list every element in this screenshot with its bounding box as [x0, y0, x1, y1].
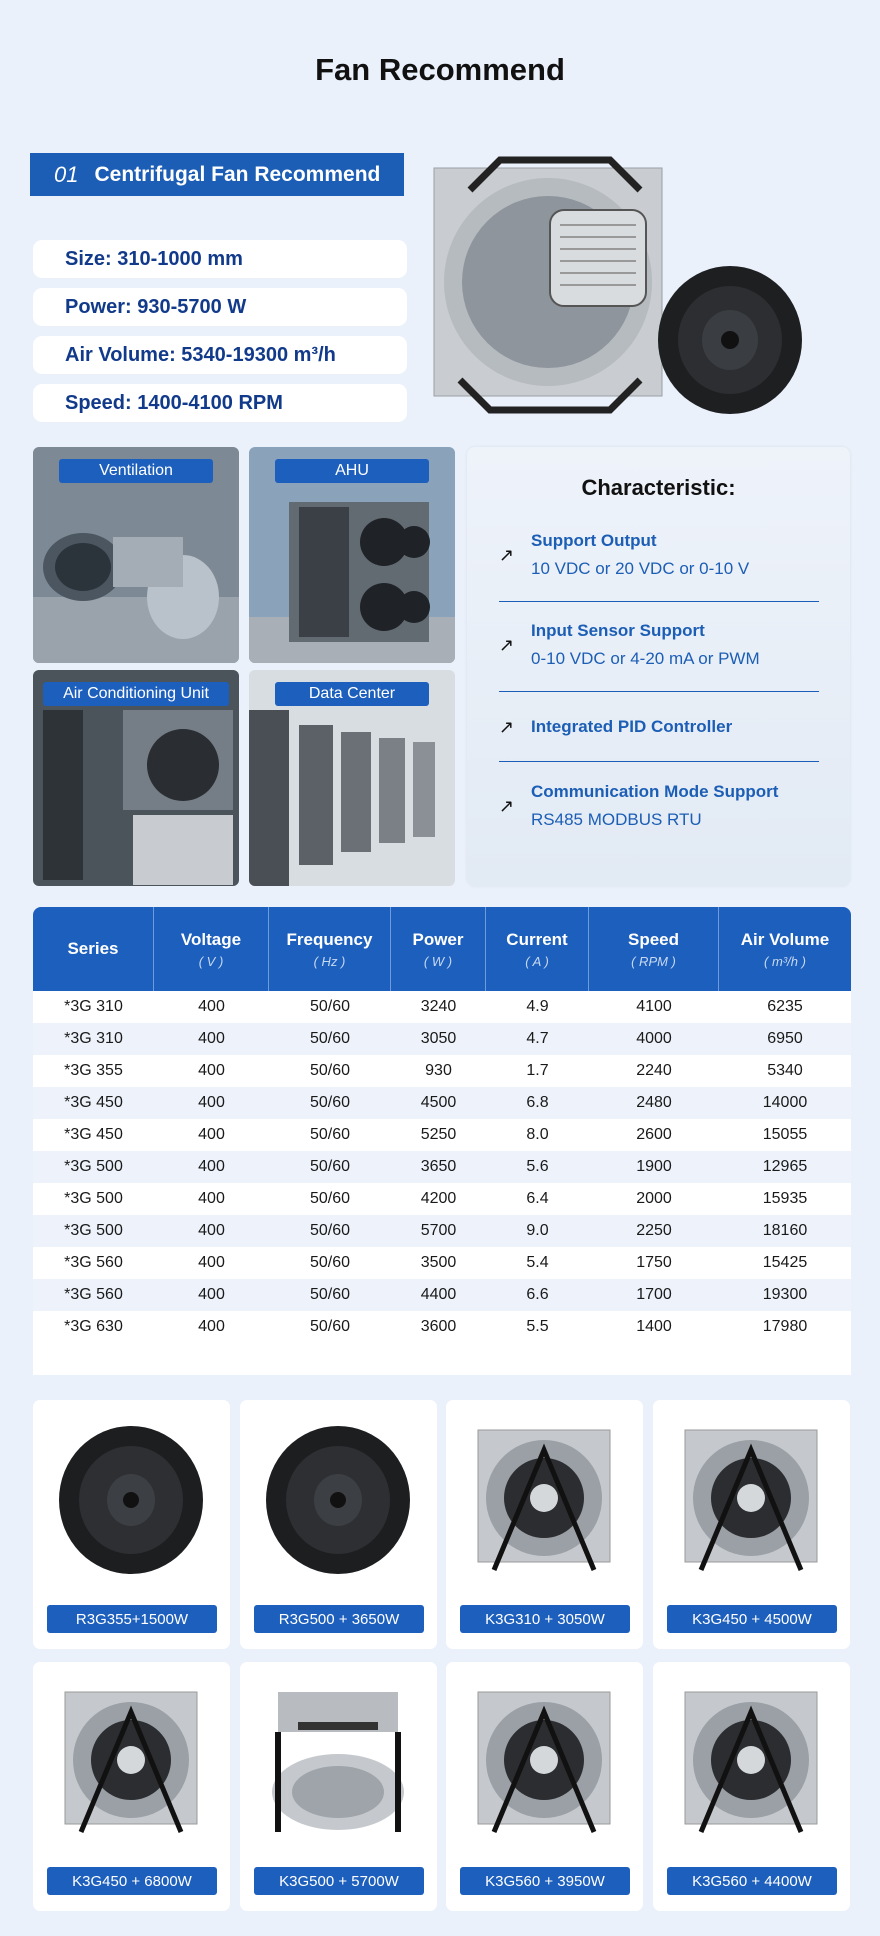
product-card[interactable] [446, 1662, 643, 1911]
characteristic-item-title: Support Output [531, 531, 657, 550]
table-cell: *3G 310 [64, 998, 123, 1015]
app-label-ventilation: Ventilation [59, 459, 213, 483]
app-label-data-center: Data Center [275, 682, 429, 706]
table-cell: 15935 [762, 1190, 808, 1207]
spec-table [33, 907, 851, 1375]
table-cell: 400 [198, 1094, 225, 1111]
table-cell: 2240 [636, 1062, 672, 1079]
table-cell: *3G 630 [64, 1318, 123, 1335]
table-cell: 400 [198, 1190, 225, 1207]
table-row [33, 1215, 851, 1247]
table-cell: 17980 [762, 1318, 808, 1335]
table-cell: 50/60 [309, 1094, 351, 1111]
table-cell: *3G 560 [64, 1286, 123, 1303]
column-header [33, 907, 154, 991]
divider [499, 761, 819, 762]
table-cell: 9.0 [526, 1222, 549, 1239]
table-cell: 6.8 [526, 1094, 549, 1111]
characteristic-item [499, 782, 819, 842]
table-cell: 6.4 [526, 1190, 549, 1207]
table-cell: 2000 [636, 1190, 672, 1207]
table-cell: 5250 [420, 1126, 457, 1143]
spec-size: Size: 310-1000 mm [33, 240, 407, 278]
app-card-ahu [249, 447, 455, 663]
column-header [486, 907, 589, 991]
table-cell: 400 [198, 1318, 225, 1335]
product-label: K3G310 + 3050W [460, 1605, 630, 1633]
product-label: K3G560 + 4400W [667, 1867, 837, 1895]
table-cell: 50/60 [309, 1158, 351, 1175]
column-header-name: Current [506, 929, 568, 949]
table-cell: 6950 [767, 1030, 803, 1047]
spec-speed: Speed: 1400-4100 RPM [33, 384, 407, 422]
table-row [33, 1279, 851, 1311]
table-cell: 400 [198, 1062, 225, 1079]
characteristic-item-title: Input Sensor Support [531, 621, 705, 640]
characteristic-panel [467, 447, 850, 886]
table-cell: *3G 450 [64, 1094, 123, 1111]
table-cell: 50/60 [309, 1190, 351, 1207]
characteristic-item [499, 717, 819, 747]
table-cell: 15425 [762, 1254, 808, 1271]
product-card[interactable] [33, 1400, 230, 1649]
product-label: R3G500 + 3650W [254, 1605, 424, 1633]
section-number: 01 [54, 161, 79, 187]
column-header [589, 907, 719, 991]
column-header-name: Air Volume [740, 929, 830, 949]
product-label: K3G450 + 4500W [667, 1605, 837, 1633]
table-cell: 4.9 [526, 998, 549, 1015]
table-cell: *3G 560 [64, 1254, 123, 1271]
app-label-ahu: AHU [275, 459, 429, 483]
column-header-name: Frequency [286, 929, 373, 949]
table-cell: 2480 [636, 1094, 672, 1111]
table-cell: 2600 [636, 1126, 672, 1143]
table-cell: 19300 [762, 1286, 808, 1303]
table-cell: 1750 [636, 1254, 672, 1271]
table-cell: 5340 [767, 1062, 803, 1079]
product-label: K3G560 + 3950W [460, 1867, 630, 1895]
table-cell: *3G 310 [64, 1030, 123, 1047]
column-header-name: Speed [627, 929, 680, 949]
table-cell: 14000 [762, 1094, 808, 1111]
characteristic-item-title: Communication Mode Support [531, 782, 779, 801]
column-header [719, 907, 851, 991]
table-cell: *3G 500 [64, 1190, 123, 1207]
column-header [154, 907, 269, 991]
column-header-unit: ( m³/h ) [764, 953, 806, 969]
table-cell: 4200 [420, 1190, 457, 1207]
table-cell: 1900 [636, 1158, 672, 1175]
product-label: R3G355+1500W [47, 1605, 217, 1633]
plate-fan-icon [464, 1420, 624, 1580]
characteristic-item [499, 531, 819, 591]
frame-fan-icon [258, 1682, 418, 1842]
table-cell: 4400 [420, 1286, 457, 1303]
table-row [33, 991, 851, 1023]
table-cell: 2250 [636, 1222, 672, 1239]
section-title: Centrifugal Fan Recommend [94, 162, 381, 186]
column-header-unit: ( Hz ) [313, 953, 346, 969]
table-row [33, 1087, 851, 1119]
table-cell: 3500 [420, 1254, 457, 1271]
hero-fan-image [430, 150, 810, 440]
table-cell: 400 [198, 1254, 225, 1271]
product-card[interactable] [653, 1662, 850, 1911]
characteristic-item-detail: 0-10 VDC or 4-20 mA or PWM [531, 649, 760, 668]
table-cell: 5700 [420, 1222, 457, 1239]
table-cell: 6235 [767, 998, 803, 1015]
product-label: K3G450 + 6800W [47, 1867, 217, 1895]
table-cell: 400 [198, 998, 225, 1015]
table-row [33, 1247, 851, 1279]
column-header-name: Voltage [180, 929, 242, 949]
page-title: Fan Recommend [315, 52, 565, 87]
characteristic-item-title: Integrated PID Controller [531, 717, 733, 736]
table-cell: 50/60 [309, 1222, 351, 1239]
table-cell: 5.4 [526, 1254, 549, 1271]
column-header-name: Power [412, 929, 464, 949]
characteristic-title: Characteristic: [581, 475, 736, 500]
table-cell: 400 [198, 1222, 225, 1239]
table-cell: 12965 [762, 1158, 808, 1175]
table-cell: 3600 [420, 1318, 457, 1335]
table-row [33, 1119, 851, 1151]
table-cell: 50/60 [309, 1030, 351, 1047]
table-cell: 50/60 [309, 1062, 351, 1079]
table-cell: *3G 450 [64, 1126, 123, 1143]
arrow-up-right-icon: ↗ [499, 796, 515, 816]
column-header [391, 907, 486, 991]
table-cell: 50/60 [309, 1286, 351, 1303]
table-cell: 3650 [420, 1158, 457, 1175]
arrow-up-right-icon: ↗ [499, 545, 515, 565]
divider [499, 691, 819, 692]
product-card[interactable] [240, 1400, 437, 1649]
column-header-unit: ( W ) [423, 953, 453, 969]
product-label: K3G500 + 5700W [254, 1867, 424, 1895]
table-cell: 50/60 [309, 1126, 351, 1143]
table-cell: *3G 355 [64, 1062, 123, 1079]
product-card[interactable] [446, 1400, 643, 1649]
table-cell: *3G 500 [64, 1158, 123, 1175]
divider [499, 601, 819, 602]
characteristic-item-detail: RS485 MODBUS RTU [531, 810, 702, 829]
spec-air-volume: Air Volume: 5340-19300 m³/h [33, 336, 407, 374]
table-cell: 18160 [762, 1222, 808, 1239]
plate-fan-icon [464, 1682, 624, 1842]
table-row [33, 1151, 851, 1183]
table-cell: 400 [198, 1286, 225, 1303]
table-cell: 50/60 [309, 1254, 351, 1271]
table-cell: 1400 [636, 1318, 672, 1335]
table-cell: 3050 [420, 1030, 457, 1047]
app-card-data-center [249, 670, 455, 886]
table-cell: 50/60 [309, 998, 351, 1015]
table-header [33, 907, 851, 991]
table-cell: 5.6 [526, 1158, 549, 1175]
table-cell: *3G 500 [64, 1222, 123, 1239]
arrow-up-right-icon: ↗ [499, 717, 515, 737]
table-row [33, 1023, 851, 1055]
column-header-name: Series [67, 939, 119, 958]
impeller-icon [51, 1420, 211, 1580]
table-cell: 8.0 [526, 1126, 549, 1143]
column-header-unit: ( V ) [198, 953, 224, 969]
table-cell: 6.6 [526, 1286, 549, 1303]
app-card-ventilation [33, 447, 239, 663]
product-card[interactable] [33, 1662, 230, 1911]
impeller-icon [258, 1420, 418, 1580]
table-cell: 1700 [636, 1286, 672, 1303]
table-cell: 50/60 [309, 1318, 351, 1335]
table-cell: 930 [425, 1062, 452, 1079]
table-cell: 4500 [420, 1094, 457, 1111]
characteristic-item-detail: 10 VDC or 20 VDC or 0-10 V [531, 559, 750, 578]
product-card[interactable] [653, 1400, 850, 1649]
table-row [33, 1311, 851, 1343]
product-card[interactable] [240, 1662, 437, 1911]
app-card-air-conditioning [33, 670, 239, 886]
plate-fan-icon [51, 1682, 211, 1842]
column-header [269, 907, 391, 991]
app-label-air-conditioning: Air Conditioning Unit [43, 682, 229, 706]
table-footer [33, 1343, 851, 1375]
table-body [33, 991, 851, 1343]
table-cell: 400 [198, 1158, 225, 1175]
table-row [33, 1055, 851, 1087]
spec-power: Power: 930-5700 W [33, 288, 407, 326]
characteristic-item [499, 621, 819, 681]
table-cell: 15055 [762, 1126, 808, 1143]
table-cell: 5.5 [526, 1318, 549, 1335]
arrow-up-right-icon: ↗ [499, 635, 515, 655]
table-cell: 4000 [636, 1030, 672, 1047]
table-cell: 400 [198, 1030, 225, 1047]
table-cell: 1.7 [526, 1062, 549, 1079]
plate-fan-icon [671, 1420, 831, 1580]
section-banner [30, 153, 404, 196]
table-row [33, 1183, 851, 1215]
table-cell: 4100 [636, 998, 672, 1015]
column-header-unit: ( RPM ) [631, 953, 676, 969]
column-header-unit: ( A ) [525, 953, 549, 969]
table-cell: 400 [198, 1126, 225, 1143]
plate-fan-icon [671, 1682, 831, 1842]
table-cell: 4.7 [526, 1030, 549, 1047]
table-cell: 3240 [420, 998, 457, 1015]
